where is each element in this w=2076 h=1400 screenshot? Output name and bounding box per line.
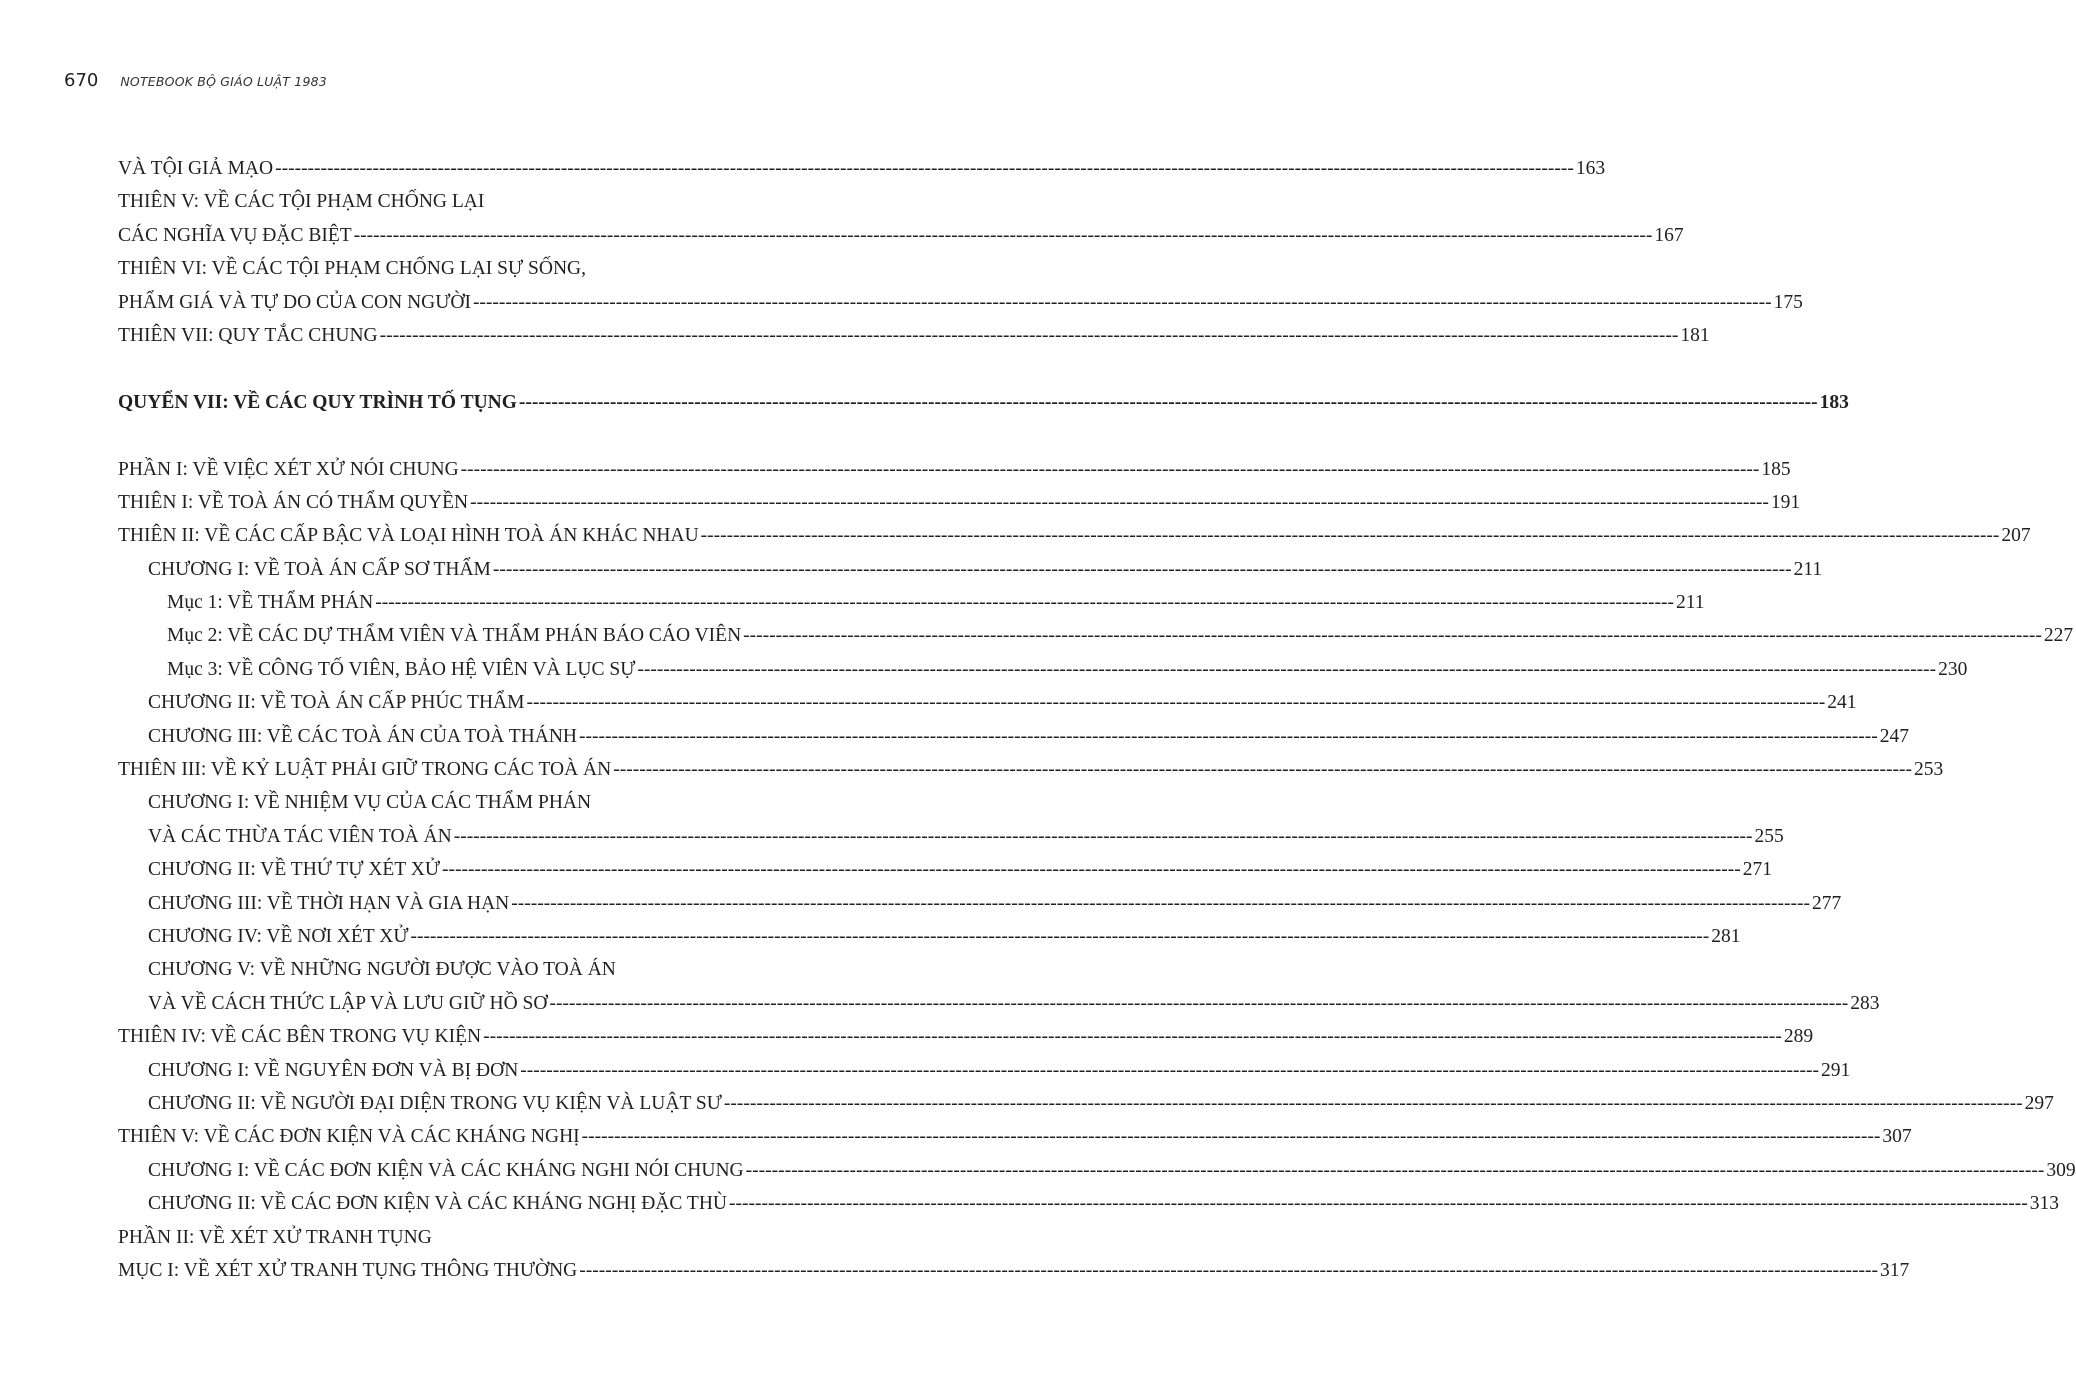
toc-entry-title: CHƯƠNG IV: VỀ NƠI XÉT XỬ [148, 925, 409, 947]
toc-entry-title: CHƯƠNG V: VỀ NHỮNG NGƯỜI ĐƯỢC VÀO TOÀ ÁN [148, 959, 616, 981]
toc-entry [118, 686, 1857, 719]
toc-entry-page: 211 [1675, 592, 1705, 614]
dot-leader: -------------------------------------------------------------------------------------------------------------------------------------------------------------------------------------------------------- [379, 324, 1679, 346]
toc-entry [118, 386, 1849, 419]
toc-entry [118, 1087, 2054, 1120]
dot-leader: -------------------------------------------------------------------------------------------------------------------------------------------------------------------------------------------------------- [518, 391, 1818, 413]
dot-leader: -------------------------------------------------------------------------------------------------------------------------------------------------------------------------------------------------------- [526, 692, 1826, 714]
toc-entry-title: Mục 3: VỀ CÔNG TỐ VIÊN, BẢO HỆ VIÊN VÀ LỤC SỰ [167, 658, 636, 680]
toc-entry-title: Mục 1: VỀ THẨM PHÁN [167, 592, 374, 614]
toc-entry-page: 313 [2029, 1193, 2059, 1215]
toc-entry [118, 152, 1606, 185]
toc-entry [118, 252, 810, 285]
toc-entry-page: 297 [2024, 1092, 2054, 1114]
dot-leader: -------------------------------------------------------------------------------------------------------------------------------------------------------------------------------------------------------- [470, 491, 1769, 513]
toc-entry-title: CHƯƠNG II: VỀ NGƯỜI ĐẠI DIỆN TRONG VỤ KIỆN VÀ LUẬT SƯ [148, 1092, 722, 1114]
toc-entry [118, 820, 1784, 853]
toc-entry [118, 486, 1801, 519]
toc-entry [118, 887, 1842, 920]
toc-entry [118, 619, 2074, 652]
toc-entry-page: 291 [1821, 1059, 1851, 1081]
toc-entry-title: CÁC NGHĨA VỤ ĐẶC BIỆT [118, 224, 352, 246]
toc-entry [118, 653, 1968, 686]
toc-entry-title: CHƯƠNG I: VỀ NGUYÊN ĐƠN VÀ BỊ ĐƠN [148, 1059, 519, 1081]
toc-entry [118, 453, 1791, 486]
dot-leader: -------------------------------------------------------------------------------------------------------------------------------------------------------------------------------------------------------- [743, 625, 2042, 647]
toc-entry-page: 277 [1811, 892, 1842, 914]
toc-entry-title: PHẨM GIÁ VÀ TỰ DO CỦA CON NGƯỜI [118, 291, 471, 313]
dot-leader: -------------------------------------------------------------------------------------------------------------------------------------------------------------------------------------------------------- [579, 1259, 1879, 1281]
toc-entry [118, 586, 1705, 619]
toc-entry-title: THIÊN VII: QUY TẮC CHUNG [118, 324, 378, 346]
dot-leader: -------------------------------------------------------------------------------------------------------------------------------------------------------------------------------------------------------- [613, 759, 1912, 781]
toc-entry [118, 720, 1909, 753]
toc-entry [118, 920, 1741, 953]
dot-leader: -------------------------------------------------------------------------------------------------------------------------------------------------------------------------------------------------------- [375, 592, 1674, 614]
toc-entry-page: 163 [1575, 158, 1606, 179]
toc-entry-page: 283 [1850, 992, 1880, 1014]
dot-leader: -------------------------------------------------------------------------------------------------------------------------------------------------------------------------------------------------------- [579, 725, 1878, 747]
toc-entry-title: THIÊN III: VỀ KỶ LUẬT PHẢI GIỮ TRONG CÁC TOÀ ÁN [118, 759, 612, 781]
toc-entry-page: 175 [1773, 291, 1803, 313]
toc-entry [118, 786, 810, 819]
toc-entry-title: QUYỂN VII: VỀ CÁC QUY TRÌNH TỐ TỤNG [118, 391, 517, 413]
toc-entry [118, 1254, 1910, 1287]
dot-leader: -------------------------------------------------------------------------------------------------------------------------------------------------------------------------------------------------------- [275, 158, 1574, 179]
dot-leader: -------------------------------------------------------------------------------------------------------------------------------------------------------------------------------------------------------- [723, 1092, 2023, 1114]
toc-entry [118, 185, 810, 218]
toc-entry [118, 753, 1944, 786]
dot-leader: -------------------------------------------------------------------------------------------------------------------------------------------------------------------------------------------------------- [700, 525, 2000, 547]
dot-leader: -------------------------------------------------------------------------------------------------------------------------------------------------------------------------------------------------------- [637, 658, 1937, 680]
toc-entry [118, 219, 1684, 252]
toc-entry-title: THIÊN V: VỀ CÁC TỘI PHẠM CHỐNG LẠI [118, 191, 485, 213]
toc-entry-title: PHẦN I: VỀ VIỆC XÉT XỬ NÓI CHUNG [118, 458, 459, 480]
toc-entry [118, 987, 1880, 1020]
toc-entry [118, 519, 2031, 552]
dot-leader: -------------------------------------------------------------------------------------------------------------------------------------------------------------------------------------------------------- [460, 458, 1760, 480]
spacer [118, 419, 810, 452]
toc-entry-page: 307 [1882, 1126, 1912, 1148]
dot-leader: -------------------------------------------------------------------------------------------------------------------------------------------------------------------------------------------------------- [442, 859, 1741, 881]
toc-entry-title: THIÊN IV: VỀ CÁC BÊN TRONG VỤ KIỆN [118, 1026, 482, 1048]
toc-entry-title: CHƯƠNG III: VỀ CÁC TOÀ ÁN CỦA TOÀ THÁNH [148, 725, 577, 747]
toc-entry-page: 309 [2046, 1159, 2076, 1181]
toc-entry-page: 181 [1680, 324, 1710, 346]
toc-entry-title: THIÊN I: VỀ TOÀ ÁN CÓ THẨM QUYỀN [118, 491, 469, 513]
toc-entry-page: 281 [1711, 925, 1741, 947]
toc-entry-title: VÀ TỘI GIẢ MẠO [118, 158, 274, 179]
dot-leader: -------------------------------------------------------------------------------------------------------------------------------------------------------------------------------------------------------- [472, 291, 1772, 313]
toc-entry [118, 553, 1823, 586]
toc-entry-title: CHƯƠNG II: VỀ TOÀ ÁN CẤP PHÚC THẨM [148, 692, 525, 714]
page-number: 670 [64, 70, 99, 91]
toc-entry-page: 255 [1754, 825, 1784, 847]
toc-entry [118, 1154, 2076, 1187]
toc-entry-title: THIÊN V: VỀ CÁC ĐƠN KIỆN VÀ CÁC KHÁNG NGHỊ [118, 1126, 580, 1148]
dot-leader: -------------------------------------------------------------------------------------------------------------------------------------------------------------------------------------------------------- [549, 992, 1849, 1014]
dot-leader: -------------------------------------------------------------------------------------------------------------------------------------------------------------------------------------------------------- [745, 1159, 2045, 1181]
toc-entry-page: 271 [1742, 859, 1772, 881]
toc-entry-page: 183 [1819, 391, 1849, 413]
toc-entry-title: CHƯƠNG I: VỀ NHIỆM VỤ CỦA CÁC THẨM PHÁN [148, 792, 592, 814]
toc-entry [118, 853, 1772, 886]
toc-entry-page: 227 [2043, 625, 2074, 647]
toc-entry-page: 253 [1913, 759, 1944, 781]
toc-entry [118, 319, 1710, 352]
toc-entry-page: 247 [1879, 725, 1909, 747]
toc-entry-title: Mục 2: VỀ CÁC DỰ THẨM VIÊN VÀ THẨM PHÁN BÁO CÁO VIÊN [167, 625, 742, 647]
toc-entry-page: 185 [1761, 458, 1791, 480]
toc-entry-title: VÀ CÁC THỪA TÁC VIÊN TOÀ ÁN [148, 825, 452, 847]
toc-entry-title: CHƯƠNG I: VỀ TOÀ ÁN CẤP SƠ THẨM [148, 558, 491, 580]
toc-entry-page: 167 [1654, 224, 1684, 246]
running-header [64, 70, 327, 91]
toc-entry-page: 289 [1783, 1026, 1814, 1048]
toc-entry [118, 1221, 810, 1254]
table-of-contents [118, 152, 2076, 1287]
toc-entry-title: CHƯƠNG I: VỀ CÁC ĐƠN KIỆN VÀ CÁC KHÁNG NGHI NÓI CHUNG [148, 1159, 744, 1181]
toc-entry-page: 230 [1938, 658, 1968, 680]
toc-entry-title: MỤC I: VỀ XÉT XỬ TRANH TỤNG THÔNG THƯỜNG [118, 1259, 578, 1281]
toc-entry-title: VÀ VỀ CÁCH THỨC LẬP VÀ LƯU GIỮ HỒ SƠ [148, 992, 548, 1014]
toc-entry-title: THIÊN VI: VỀ CÁC TỘI PHẠM CHỐNG LẠI SỰ SỐNG, [118, 258, 586, 280]
dot-leader: -------------------------------------------------------------------------------------------------------------------------------------------------------------------------------------------------------- [581, 1126, 1881, 1148]
dot-leader: -------------------------------------------------------------------------------------------------------------------------------------------------------------------------------------------------------- [453, 825, 1753, 847]
toc-entry [118, 1120, 1912, 1153]
toc-entry-title: CHƯƠNG III: VỀ THỜI HẠN VÀ GIA HẠN [148, 892, 510, 914]
toc-entry-title: CHƯƠNG II: VỀ THỨ TỰ XÉT XỬ [148, 859, 440, 881]
toc-entry [118, 953, 810, 986]
toc-entry [118, 1187, 2059, 1220]
dot-leader: -------------------------------------------------------------------------------------------------------------------------------------------------------------------------------------------------------- [410, 925, 1710, 947]
spacer [118, 352, 810, 385]
toc-entry-title: CHƯƠNG II: VỀ CÁC ĐƠN KIỆN VÀ CÁC KHÁNG NGHỊ ĐẶC THÙ [148, 1193, 728, 1215]
dot-leader: -------------------------------------------------------------------------------------------------------------------------------------------------------------------------------------------------------- [483, 1026, 1782, 1048]
toc-entry-page: 191 [1770, 491, 1801, 513]
toc-entry-title: PHẦN II: VỀ XÉT XỬ TRANH TỤNG [118, 1226, 432, 1248]
toc-entry-title: THIÊN II: VỀ CÁC CẤP BẬC VÀ LOẠI HÌNH TOÀ ÁN KHÁC NHAU [118, 525, 699, 547]
toc-entry-page: 241 [1827, 692, 1857, 714]
dot-leader: -------------------------------------------------------------------------------------------------------------------------------------------------------------------------------------------------------- [353, 224, 1653, 246]
dot-leader: -------------------------------------------------------------------------------------------------------------------------------------------------------------------------------------------------------- [492, 558, 1792, 580]
toc-entry-page: 317 [1880, 1259, 1910, 1281]
toc-entry-page: 207 [2001, 525, 2031, 547]
toc-entry [118, 1054, 1851, 1087]
dot-leader: -------------------------------------------------------------------------------------------------------------------------------------------------------------------------------------------------------- [511, 892, 1810, 914]
toc-entry-page: 211 [1793, 558, 1823, 580]
toc-entry [118, 1020, 1814, 1053]
dot-leader: -------------------------------------------------------------------------------------------------------------------------------------------------------------------------------------------------------- [729, 1193, 2028, 1215]
book-title: NOTEBOOK BỘ GIÁO LUẬT 1983 [120, 74, 327, 89]
toc-entry [118, 286, 1803, 319]
dot-leader: -------------------------------------------------------------------------------------------------------------------------------------------------------------------------------------------------------- [520, 1059, 1820, 1081]
